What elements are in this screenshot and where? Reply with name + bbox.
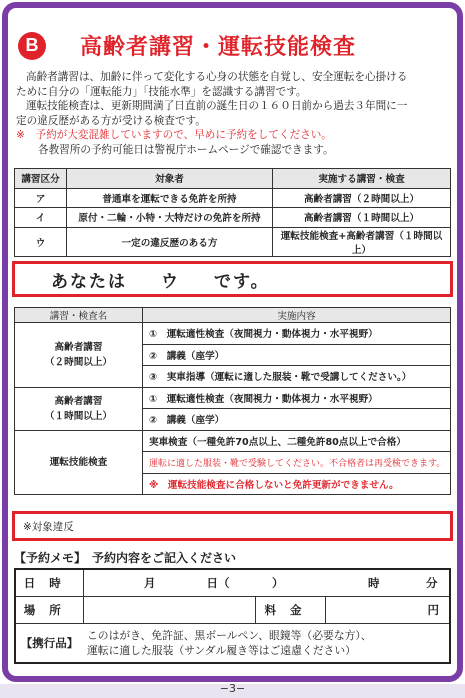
target-cell: 普通車を運転できる免許を所持 [67, 188, 273, 208]
content-item: 実車検査（一種免許70点以上、二種免許80点以上で合格） [143, 430, 451, 452]
answer-box [12, 261, 453, 297]
course-duration: （２時間以上） [44, 356, 113, 368]
bring-line: 運転に適した服装（サンダル履き等はご遠慮ください） [87, 643, 356, 657]
course-cell: 運転技能検査+高齢者講習（１時間以上） [273, 227, 451, 256]
place-label: 場所 [15, 596, 83, 623]
course-name-cell [15, 387, 143, 430]
title-row [18, 30, 356, 61]
intro-text [16, 70, 450, 157]
answer-value: ウ [161, 271, 180, 292]
intro-line: ために自分の「運転能力」「技能水準」を認識する講習です。 [16, 85, 307, 98]
col-header: 対象者 [67, 169, 273, 189]
col-header: 実施する講習・検査 [273, 169, 451, 189]
date-field[interactable] [83, 569, 450, 596]
memo-title: 【予約メモ】 予約内容をご記入ください [14, 551, 237, 565]
content-item: ※ 運転技能検査に合格しないと免許更新ができません。 [143, 473, 451, 495]
col-header: 講習・検査名 [15, 308, 143, 323]
category-cell: ウ [15, 227, 67, 256]
minute-label: 分 [426, 575, 438, 590]
month-label: 月 [144, 575, 156, 590]
yen-label: 円 [427, 602, 439, 617]
page-title: 高齢者講習・運転技能検査 [80, 35, 357, 60]
paren-close: ） [272, 575, 284, 590]
content-item: ② 講義（座学） [143, 344, 451, 366]
answer-prefix: あなたは [51, 271, 127, 292]
bring-line: このはがき、免許証、黒ボールペン、眼鏡等（必要な方）、 [87, 628, 372, 642]
content-item: ① 運転適性検査（夜間視力・動体視力・水平視野） [143, 387, 451, 409]
place-field[interactable] [83, 596, 255, 623]
table-row [15, 387, 451, 409]
intro-line: 定の違反歴がある方が受ける検査です。 [16, 114, 206, 127]
violation-box [12, 511, 453, 541]
page-number: −3− [219, 682, 246, 695]
day-label: 日（ [206, 575, 230, 590]
course-name-cell [15, 430, 143, 495]
category-cell: ア [15, 188, 67, 208]
content-item: ③ 実車指導（運転に適した服装・靴で受講してください。） [143, 366, 451, 388]
course-name: 高齢者講習 [54, 341, 103, 353]
answer-suffix: です。 [214, 271, 270, 292]
section-badge: B [18, 32, 46, 60]
table-row [15, 323, 451, 345]
fee-label: 料金 [255, 596, 325, 623]
fee-field[interactable] [325, 596, 450, 623]
reservation-note-2: 各教習所の予約可能日は警視庁ホームページで確認できます。 [38, 143, 334, 156]
memo-table [14, 568, 451, 664]
target-cell: 原付・二輪・小特・大特だけの免許を所持 [67, 208, 273, 228]
course-name: 運転技能検査 [49, 456, 108, 468]
course-cell: 高齢者講習（１時間以上） [273, 208, 451, 228]
course-name-cell [15, 323, 143, 388]
content-item: 運転に適した服装・靴で受験してください。不合格者は再受検できます。 [143, 452, 451, 474]
table-row [15, 188, 451, 208]
table-row [15, 208, 451, 228]
table-row [15, 430, 451, 452]
content-table [14, 307, 451, 495]
target-cell: 一定の違反歴のある方 [67, 227, 273, 256]
col-header: 講習区分 [15, 169, 67, 189]
course-duration: （１時間以上） [44, 410, 113, 422]
course-cell: 高齢者講習（２時間以上） [273, 188, 451, 208]
category-cell: イ [15, 208, 67, 228]
bring-label: 【携行品】 [15, 623, 83, 663]
col-header: 実施内容 [143, 308, 451, 323]
course-name: 高齢者講習 [54, 395, 103, 407]
category-table [14, 168, 451, 257]
content-item: ② 講義（座学） [143, 409, 451, 431]
date-label: 日時 [15, 569, 83, 596]
intro-line: 高齢者講習は、加齢に伴って変化する心身の状態を自覚し、安全運転を心掛ける [26, 71, 408, 83]
table-row [15, 227, 451, 256]
content-item: ① 運転適性検査（夜間視力・動体視力・水平視野） [143, 323, 451, 345]
hour-label: 時 [368, 575, 380, 590]
reservation-note: ※ 予約が大変混雑していますので、早めに予約をしてください。 [16, 129, 332, 141]
bring-items [83, 623, 450, 663]
intro-line: 運転技能検査は、更新期間満了日直前の誕生日の１６０日前から過去３年間に一 [26, 100, 408, 112]
violation-label: ※対象違反 [23, 521, 74, 533]
